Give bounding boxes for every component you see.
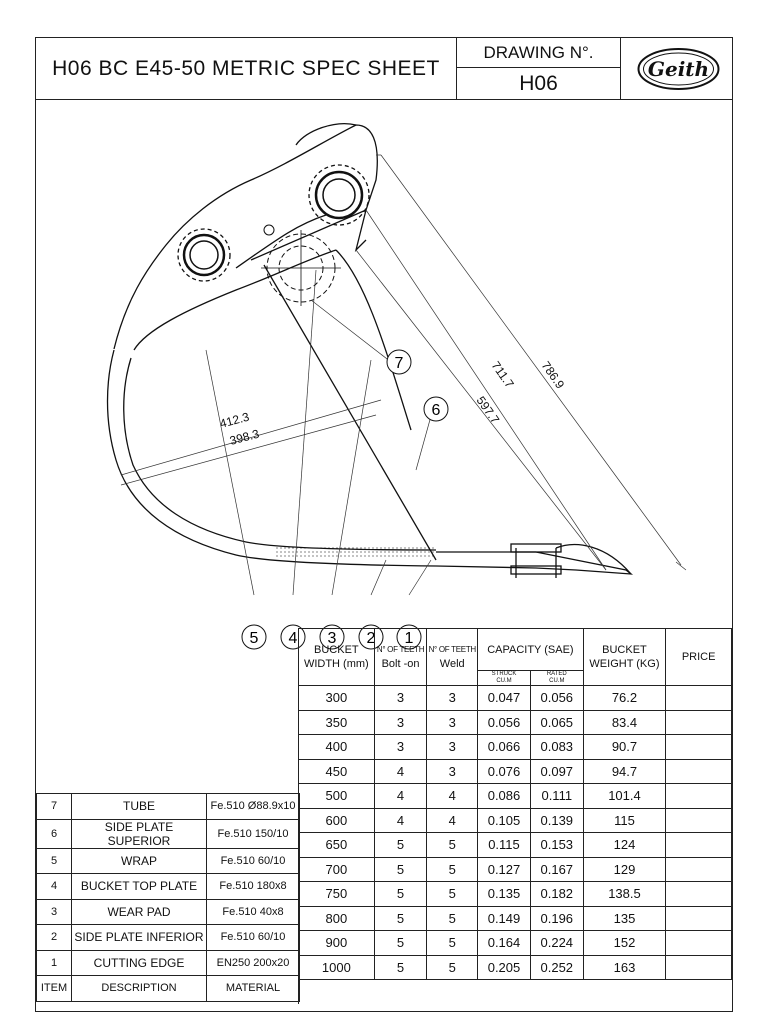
spec-cell-rated: 0.065	[530, 710, 583, 735]
spec-cell-rated: 0.139	[530, 808, 583, 833]
spec-cell-weld: 5	[427, 931, 478, 956]
spec-cell-struck: 0.086	[478, 784, 531, 809]
spec-cell-width: 900	[299, 931, 375, 956]
drawing-number-box	[456, 38, 621, 100]
parts-cell-item: 2	[37, 925, 72, 951]
parts-cell-description: BUCKET TOP PLATE	[72, 874, 207, 900]
spec-cell-bolt: 5	[374, 931, 427, 956]
spec-cell-width: 400	[299, 735, 375, 760]
spec-row	[299, 686, 732, 711]
spec-cell-price	[666, 955, 732, 980]
spec-cell-price	[666, 882, 732, 907]
spec-cell-bolt: 4	[374, 784, 427, 809]
spec-cell-weight: 94.7	[583, 759, 666, 784]
parts-row	[37, 874, 300, 900]
parts-row	[37, 925, 300, 951]
spec-cell-struck: 0.135	[478, 882, 531, 907]
parts-row	[37, 848, 300, 874]
spec-cell-struck: 0.076	[478, 759, 531, 784]
spec-cell-bolt: 4	[374, 808, 427, 833]
parts-cell-material: Fe.510 180x8	[207, 874, 300, 900]
spec-table	[298, 628, 732, 1004]
spec-cell-width: 500	[299, 784, 375, 809]
spec-cell-bolt: 5	[374, 882, 427, 907]
parts-cell-item: 3	[37, 899, 72, 925]
spec-cell-weight: 135	[583, 906, 666, 931]
svg-text:4: 4	[288, 630, 298, 647]
header-bucket-weight: BUCKET WEIGHT (KG)	[583, 629, 666, 686]
spec-cell-width: 650	[299, 833, 375, 858]
parts-cell-description: CUTTING EDGE	[72, 950, 207, 976]
parts-row	[37, 819, 300, 848]
svg-text:6: 6	[431, 402, 441, 419]
spec-cell-struck: 0.056	[478, 710, 531, 735]
parts-cell-item: 1	[37, 950, 72, 976]
svg-text:3: 3	[327, 630, 337, 647]
spec-cell-bolt: 5	[374, 906, 427, 931]
spec-cell-weld: 5	[427, 882, 478, 907]
parts-cell-description: WEAR PAD	[72, 899, 207, 925]
spec-cell-struck: 0.149	[478, 906, 531, 931]
spec-cell-struck: 0.164	[478, 931, 531, 956]
spec-cell-struck: 0.047	[478, 686, 531, 711]
parts-cell-item: 5	[37, 848, 72, 874]
spec-cell-price	[666, 931, 732, 956]
parts-row	[37, 950, 300, 976]
spec-cell-weld: 3	[427, 735, 478, 760]
spec-row	[299, 906, 732, 931]
spec-row	[299, 784, 732, 809]
spec-cell-weight: 152	[583, 931, 666, 956]
parts-cell-description: SIDE PLATE INFERIOR	[72, 925, 207, 951]
parts-cell-item: 4	[37, 874, 72, 900]
parts-row	[37, 899, 300, 925]
parts-cell-material: Fe.510 60/10	[207, 848, 300, 874]
spec-cell-weight: 129	[583, 857, 666, 882]
spec-cell-rated: 0.153	[530, 833, 583, 858]
spec-row	[299, 710, 732, 735]
header-capacity: CAPACITY (SAE)	[478, 629, 584, 671]
spec-cell-weld: 4	[427, 784, 478, 809]
dim-597-7: 597.7	[473, 393, 503, 427]
spec-cell-rated: 0.182	[530, 882, 583, 907]
parts-header-description: DESCRIPTION	[72, 976, 207, 1002]
spec-cell-rated: 0.224	[530, 931, 583, 956]
header-bucket-width: BUCKET WIDTH (mm)	[299, 629, 375, 686]
spec-cell-price	[666, 784, 732, 809]
parts-cell-item: 6	[37, 819, 72, 848]
dim-786-9: 786.9	[538, 358, 568, 392]
parts-header-row	[37, 976, 300, 1002]
spec-cell-width: 450	[299, 759, 375, 784]
spec-cell-price	[666, 686, 732, 711]
bucket-profile-drawing	[36, 100, 734, 647]
spec-cell-struck: 0.105	[478, 808, 531, 833]
spec-cell-weld: 5	[427, 955, 478, 980]
drawing-number-label: DRAWING N°.	[457, 38, 620, 68]
spec-cell-rated: 0.252	[530, 955, 583, 980]
spec-cell-weight: 101.4	[583, 784, 666, 809]
spec-row	[299, 882, 732, 907]
spec-row	[299, 931, 732, 956]
parts-cell-material: Fe.510 150/10	[207, 819, 300, 848]
spec-row	[299, 759, 732, 784]
spec-cell-rated: 0.097	[530, 759, 583, 784]
parts-row	[37, 794, 300, 820]
parts-cell-item: 7	[37, 794, 72, 820]
parts-table	[36, 793, 300, 1002]
spec-cell-rated: 0.111	[530, 784, 583, 809]
parts-cell-material: Fe.510 60/10	[207, 925, 300, 951]
spec-cell-weight: 138.5	[583, 882, 666, 907]
svg-text:2: 2	[366, 630, 376, 647]
spec-cell-width: 350	[299, 710, 375, 735]
spec-cell-price	[666, 710, 732, 735]
svg-text:1: 1	[404, 630, 414, 647]
geith-logo	[636, 46, 721, 92]
parts-header-item: ITEM	[37, 976, 72, 1002]
spec-cell-width: 600	[299, 808, 375, 833]
spec-cell-weight: 90.7	[583, 735, 666, 760]
callout-7	[387, 350, 411, 374]
spec-cell-price	[666, 808, 732, 833]
svg-text:5: 5	[249, 630, 259, 647]
header-teeth-weld: N° OF TEETH Weld	[427, 629, 478, 686]
spec-cell-weight: 76.2	[583, 686, 666, 711]
spec-cell-weight: 124	[583, 833, 666, 858]
spec-cell-bolt: 3	[374, 710, 427, 735]
spec-cell-bolt: 5	[374, 833, 427, 858]
parts-cell-material: EN250 200x20	[207, 950, 300, 976]
spec-cell-weight: 83.4	[583, 710, 666, 735]
spec-footer-cell	[299, 980, 732, 1005]
spec-sheet	[35, 37, 733, 1012]
header-price: PRICE	[666, 629, 732, 686]
spec-cell-width: 300	[299, 686, 375, 711]
spec-cell-weld: 3	[427, 686, 478, 711]
spec-footer-row	[299, 980, 732, 1005]
spec-row	[299, 857, 732, 882]
parts-cell-material: Fe.510 Ø88.9x10	[207, 794, 300, 820]
spec-cell-bolt: 5	[374, 955, 427, 980]
spec-row	[299, 955, 732, 980]
spec-cell-rated: 0.056	[530, 686, 583, 711]
spec-cell-price	[666, 833, 732, 858]
spec-cell-weld: 5	[427, 906, 478, 931]
bucket-drawing	[36, 100, 732, 647]
dim-412-3: 412.3	[218, 409, 251, 431]
dim-711-7: 711.7	[488, 358, 517, 391]
spec-cell-rated: 0.196	[530, 906, 583, 931]
spec-cell-bolt: 4	[374, 759, 427, 784]
spec-cell-width: 1000	[299, 955, 375, 980]
spec-cell-rated: 0.083	[530, 735, 583, 760]
spec-cell-struck: 0.127	[478, 857, 531, 882]
svg-text:7: 7	[394, 355, 404, 372]
spec-cell-width: 800	[299, 906, 375, 931]
spec-cell-weld: 4	[427, 808, 478, 833]
spec-cell-price	[666, 906, 732, 931]
svg-text:Geith: Geith	[647, 57, 710, 81]
callout-balloons	[242, 350, 448, 649]
title-block	[36, 38, 732, 100]
spec-cell-struck: 0.115	[478, 833, 531, 858]
parts-header-material: MATERIAL	[207, 976, 300, 1002]
spec-cell-width: 750	[299, 882, 375, 907]
parts-cell-description: TUBE	[72, 794, 207, 820]
spec-cell-weld: 5	[427, 833, 478, 858]
spec-cell-width: 700	[299, 857, 375, 882]
spec-cell-bolt: 5	[374, 857, 427, 882]
parts-cell-description: SIDE PLATE SUPERIOR	[72, 819, 207, 848]
spec-cell-rated: 0.167	[530, 857, 583, 882]
header-teeth-bolt: N° OF TEETH Bolt -on	[374, 629, 427, 686]
spec-cell-price	[666, 759, 732, 784]
spec-cell-weld: 5	[427, 857, 478, 882]
header-struck: STRUCK CU.M	[478, 671, 531, 686]
spec-cell-struck: 0.066	[478, 735, 531, 760]
spec-row	[299, 735, 732, 760]
drawing-number: H06	[519, 72, 558, 95]
dim-398-3: 398.3	[228, 426, 261, 448]
callout-6	[424, 397, 448, 421]
spec-row	[299, 833, 732, 858]
parts-cell-material: Fe.510 40x8	[207, 899, 300, 925]
callout-5	[242, 625, 266, 649]
spec-cell-bolt: 3	[374, 735, 427, 760]
spec-cell-struck: 0.205	[478, 955, 531, 980]
parts-cell-description: WRAP	[72, 848, 207, 874]
header-rated: RATED CU.M	[530, 671, 583, 686]
spec-cell-price	[666, 857, 732, 882]
spec-cell-weight: 163	[583, 955, 666, 980]
sheet-title: H06 BC E45-50 METRIC SPEC SHEET	[52, 57, 440, 80]
spec-cell-bolt: 3	[374, 686, 427, 711]
spec-cell-weld: 3	[427, 710, 478, 735]
spec-cell-weight: 115	[583, 808, 666, 833]
spec-cell-weld: 3	[427, 759, 478, 784]
spec-cell-price	[666, 735, 732, 760]
spec-row	[299, 808, 732, 833]
